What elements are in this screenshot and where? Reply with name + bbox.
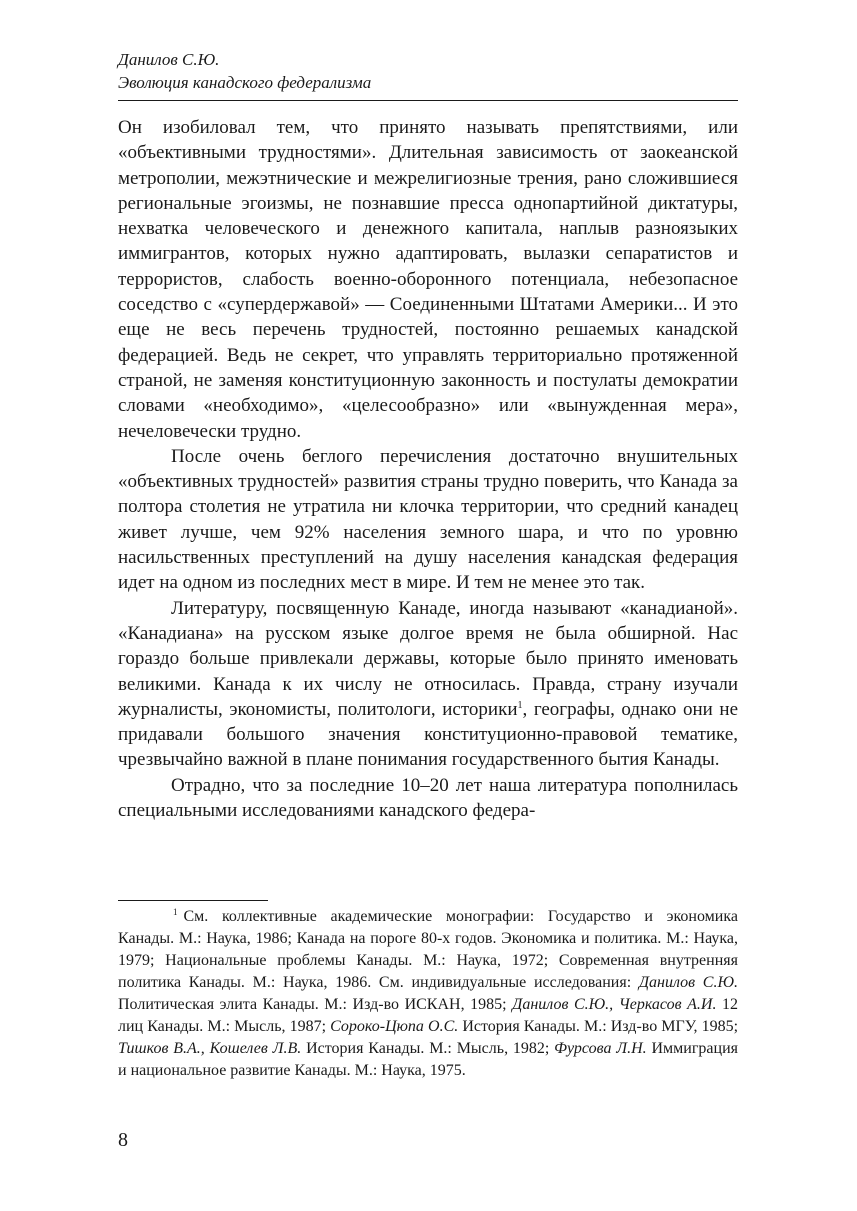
footnote-text: История Канады. М.: Изд-во МГУ, 1985; <box>458 1018 739 1035</box>
header-author: Данилов С.Ю. <box>118 50 220 69</box>
paragraph-3-text-a: Литературу, посвященную Канаде, иногда называют «канадианой». «Канадиана» на русском языке долгое время не была обширной. Нас гораздо больше привлекали державы, которые было принято именовать великими. Канада к их числу не относилась. Правда, страну изучали журналисты, экономисты, политологи, историки <box>118 597 738 720</box>
paragraph-2: После очень беглого перечисления достаточно внушительных «объективных трудностей» развития страны трудно поверить, что Канада за полтора столетия не утратила ни клочка территории, что средний канадец живет лучше, чем 92% населения земного шара, и что по уровню насильственных преступлений на душу населения канадская федерация идет на одном из последних мест в мире. И тем не менее это так. <box>118 445 738 594</box>
footnote-text: Иммиграция и национальное развитие Канады. М.: Наука, 1975. <box>118 1040 739 1079</box>
footnote <box>118 906 738 1082</box>
paragraph-4: Отрадно, что за последние 10–20 лет наша литература пополнилась специальными исследованиями канадского федера- <box>118 774 738 822</box>
footnote-marker: 1 <box>173 907 178 917</box>
footnote-author: Тишков В.А., Кошелев Л.В. <box>118 1040 302 1057</box>
footnote-author: Сороко-Цюпа О.С. <box>330 1018 459 1035</box>
paragraph-1: Он изобиловал тем, что принято называть препятствиями, или «объективными трудностями». Длительная зависимость от заокеанской метрополии, межэтнические и межрелигиозные трения, рано сложившиеся региональные эгоизмы, не познавшие пресса однопартийной диктатуры, нехватка человеческого и денежного капитала, наплыв разноязыких иммигрантов, которых нужно адаптировать, вылазки сепаратистов и террористов, слабость военно-оборонного потенциала, небезопасное соседство с «супердержавой» — Соединенными Штатами Америки... И это еще не весь перечень трудностей, постоянно решаемых канадской федерацией. Ведь не секрет, что управлять территориально протяженной страной, не заменяя конституционную законность и постулаты демократии словами «необходимо», «целесообразно» или «вынужденная мера», нечеловечески трудно. <box>118 117 738 442</box>
footnote-author: Фурсова Л.Н. <box>554 1040 647 1057</box>
footnote-text: Политическая элита Канады. М.: Изд-во ИСКАН, 1985; <box>118 996 513 1013</box>
running-header <box>118 48 738 94</box>
footnote-author: Данилов С.Ю. <box>638 974 738 991</box>
main-text <box>118 115 738 823</box>
paragraph-3 <box>118 596 738 773</box>
paragraph-3-text-b: , географы, однако они не придавали большого значения конституционно-правовой тематике, чрезвычайно важной в плане понимания государственного бытия Канады. <box>118 698 738 771</box>
footnote-text: См. коллективные академические монографии: Государство и экономика Канады. М.: Наука, 1986; Канада на пороге 80-х годов. Экономика и политика. М.: Наука, 1979; Национальные проблемы Канады. М.: Наука, 1972; Современная внутренняя политика Канады. М.: Наука, 1986. См. индивидуальные исследования: <box>118 908 738 991</box>
footnote-rule <box>118 900 268 901</box>
footnote-text: История Канады. М.: Мысль, 1982; <box>301 1040 555 1057</box>
header-rule <box>118 100 738 101</box>
page-number: 8 <box>118 1129 128 1151</box>
footnote-1 <box>118 906 738 1082</box>
footnote-text: 12 лиц Канады. М.: Мысль, 1987; <box>118 996 739 1035</box>
header-title: Эволюция канадского федерализма <box>118 73 372 92</box>
footnote-author: Данилов С.Ю., Черкасов А.И. <box>512 996 717 1013</box>
footnote-reference[interactable]: 1 <box>517 699 523 711</box>
